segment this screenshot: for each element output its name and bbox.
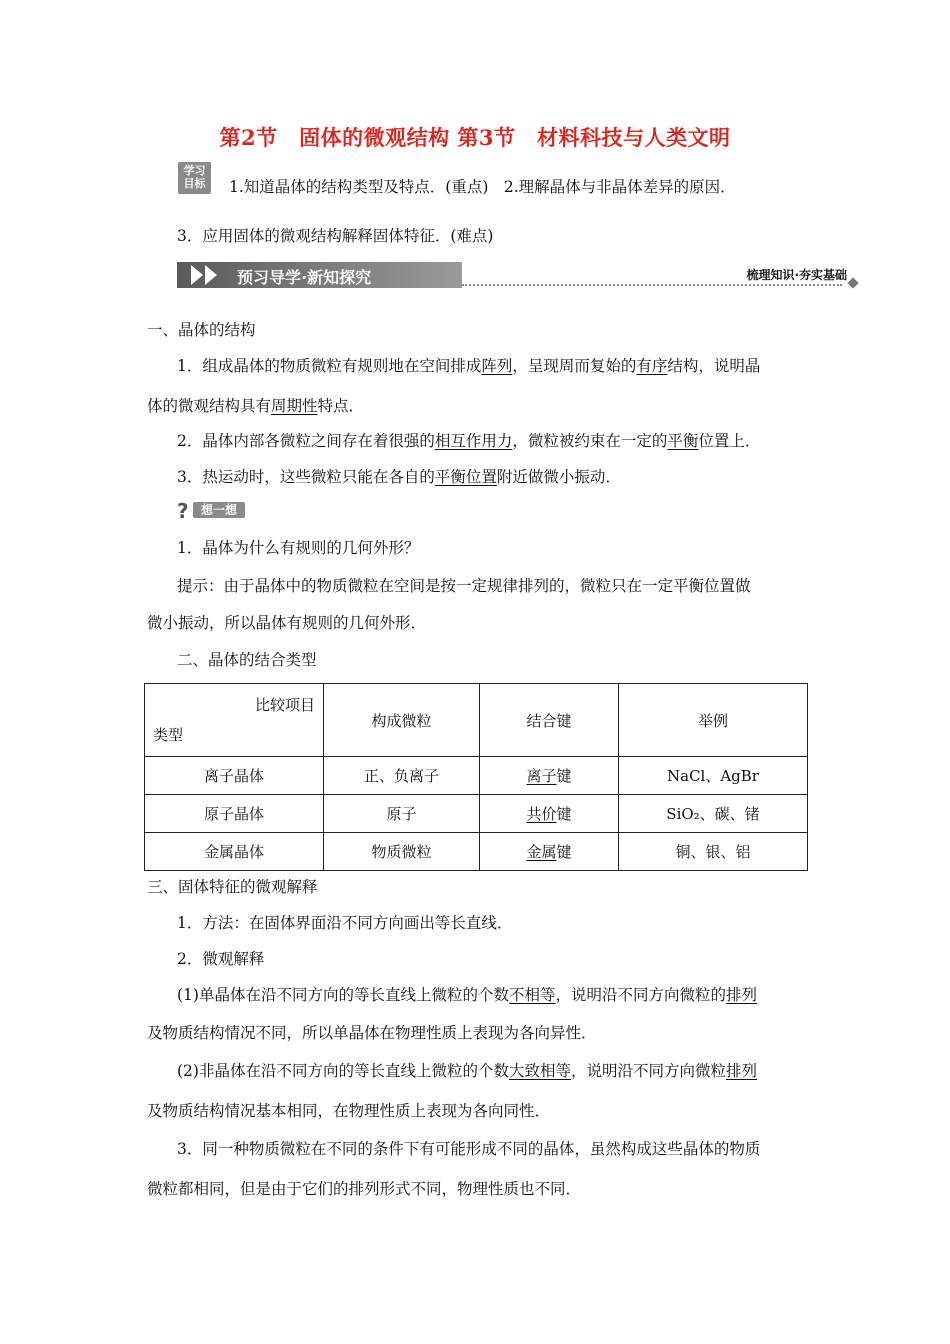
question-icon: ? [177, 499, 189, 523]
text: 附近做微小振动． [496, 468, 621, 486]
underlined-term: 平衡 [667, 432, 699, 450]
goals-line-1: 1.知道晶体的结构类型及特点．(重点) 2.理解晶体与非晶体差异的原因． [229, 178, 736, 196]
s3-polymorph-cont: 微粒都相同，但是由于它们的排列形式不同，物理性质也不同． [147, 1180, 582, 1198]
s3-polymorph: 3．同一种物质微粒在不同的条件下有可能形成不同的晶体，虽然构成这些晶体的物质 [177, 1140, 761, 1158]
underlined-term: 金属 [526, 843, 557, 861]
underlined-term: 共价 [526, 805, 557, 823]
banner-divider [462, 284, 842, 286]
cell-bond [480, 833, 619, 871]
text: 体的微观结构具有 [147, 397, 272, 415]
cell-particles: 正、负离子 [324, 757, 480, 795]
underlined-term: 离子 [526, 767, 557, 785]
underlined-term: 不相等 [508, 986, 556, 1004]
s3-method: 1．方法：在固体界面沿不同方向画出等长直线． [177, 914, 513, 932]
text: 键 [556, 843, 572, 861]
underlined-term: 有序 [636, 357, 668, 375]
banner-left-text: 预习导学·新知探究 [237, 268, 372, 287]
cell-bond [480, 757, 619, 795]
goals-badge [178, 162, 211, 194]
header-particles: 构成微粒 [324, 684, 480, 757]
text: ，说明沿不同方向微粒的 [555, 986, 726, 1004]
table-row [145, 795, 808, 833]
text: 特点． [317, 397, 365, 415]
banner-right-text: 梳理知识·夯实基础 [746, 268, 847, 282]
diamond-icon [847, 277, 858, 288]
s3-amorphous [177, 1061, 757, 1081]
s3-amorphous-cont: 及物质结构情况基本相同，在物理性质上表现为各向同性． [147, 1102, 551, 1120]
s1-para-1-cont [147, 396, 364, 416]
crystal-table [144, 683, 808, 871]
cell-example: NaCl、AgBr [619, 757, 808, 795]
text: 键 [556, 767, 572, 785]
s1-para-3 [177, 467, 621, 487]
underlined-term: 平衡位置 [434, 468, 497, 486]
cell-bond [480, 795, 619, 833]
section-1-heading: 一、晶体的结构 [147, 321, 256, 339]
text: 3．热运动时，这些微粒只能在各自的 [177, 468, 435, 486]
text: 位置上． [698, 432, 761, 450]
s1-para-1 [177, 356, 760, 376]
underlined-term: 阵列 [481, 357, 513, 375]
s1-para-2 [177, 431, 760, 451]
cell-type: 原子晶体 [145, 795, 324, 833]
cell-type: 金属晶体 [145, 833, 324, 871]
text: 键 [556, 805, 572, 823]
text: ，微粒被约束在一定的 [512, 432, 668, 450]
think-answer-2: 微小振动，所以晶体有规则的几何外形． [147, 614, 427, 632]
header-compare-item: 比较项目 [254, 696, 315, 714]
section-3-heading: 三、固体特征的微观解释 [147, 878, 318, 896]
chevron-icon [191, 265, 203, 285]
section-2-heading: 二、晶体的结合类型 [177, 651, 317, 669]
underlined-term: 排列 [726, 1062, 758, 1080]
s3-explain-heading: 2．微观解释 [177, 950, 265, 968]
header-type: 类型 [153, 726, 184, 744]
text: 1．组成晶体的物质微粒有规则地在空间排成 [177, 357, 482, 375]
chevron-icon [205, 265, 217, 285]
section-banner [177, 262, 857, 288]
think-label: 想一想 [193, 502, 245, 518]
goals-badge-top: 学习 [183, 164, 206, 177]
text: (1)单晶体在沿不同方向的等长直线上微粒的个数 [177, 986, 509, 1004]
underlined-term: 相互作用力 [434, 432, 513, 450]
header-diagonal-cell [145, 684, 324, 757]
think-question: 1．晶体为什么有规则的几何外形？ [177, 539, 420, 557]
underlined-term: 大致相等 [508, 1062, 571, 1080]
cell-example: SiO₂、碳、锗 [619, 795, 808, 833]
s3-single-crystal-cont: 及物质结构情况不同，所以单晶体在物理性质上表现为各向异性． [147, 1024, 597, 1042]
text: (2)非晶体在沿不同方向的等长直线上微粒的个数 [177, 1062, 509, 1080]
header-bond: 结合键 [480, 684, 619, 757]
table-row [145, 757, 808, 795]
think-answer-1: 提示：由于晶体中的物质微粒在空间是按一定规律排列的，微粒只在一定平衡位置做 [177, 577, 751, 595]
page-title: 第2节 固体的微观结构 第3节 材料科技与人类文明 [219, 125, 731, 150]
text: 结构，说明晶 [667, 357, 761, 375]
underlined-term: 排列 [726, 986, 758, 1004]
text: ，呈现周而复始的 [512, 357, 637, 375]
table-row [145, 833, 808, 871]
s3-single-crystal [177, 985, 757, 1005]
table-header-row [145, 684, 808, 757]
cell-particles: 原子 [324, 795, 480, 833]
goals-line-2: 3．应用固体的微观结构解释固体特征．(难点) [177, 227, 494, 245]
cell-example: 铜、银、铝 [619, 833, 808, 871]
text: ，说明沿不同方向微粒 [570, 1062, 726, 1080]
goals-badge-bottom: 目标 [183, 177, 206, 190]
underlined-term: 周期性 [271, 397, 318, 415]
header-example: 举例 [619, 684, 808, 757]
cell-particles: 物质微粒 [324, 833, 480, 871]
text: 2．晶体内部各微粒之间存在着很强的 [177, 432, 435, 450]
cell-type: 离子晶体 [145, 757, 324, 795]
